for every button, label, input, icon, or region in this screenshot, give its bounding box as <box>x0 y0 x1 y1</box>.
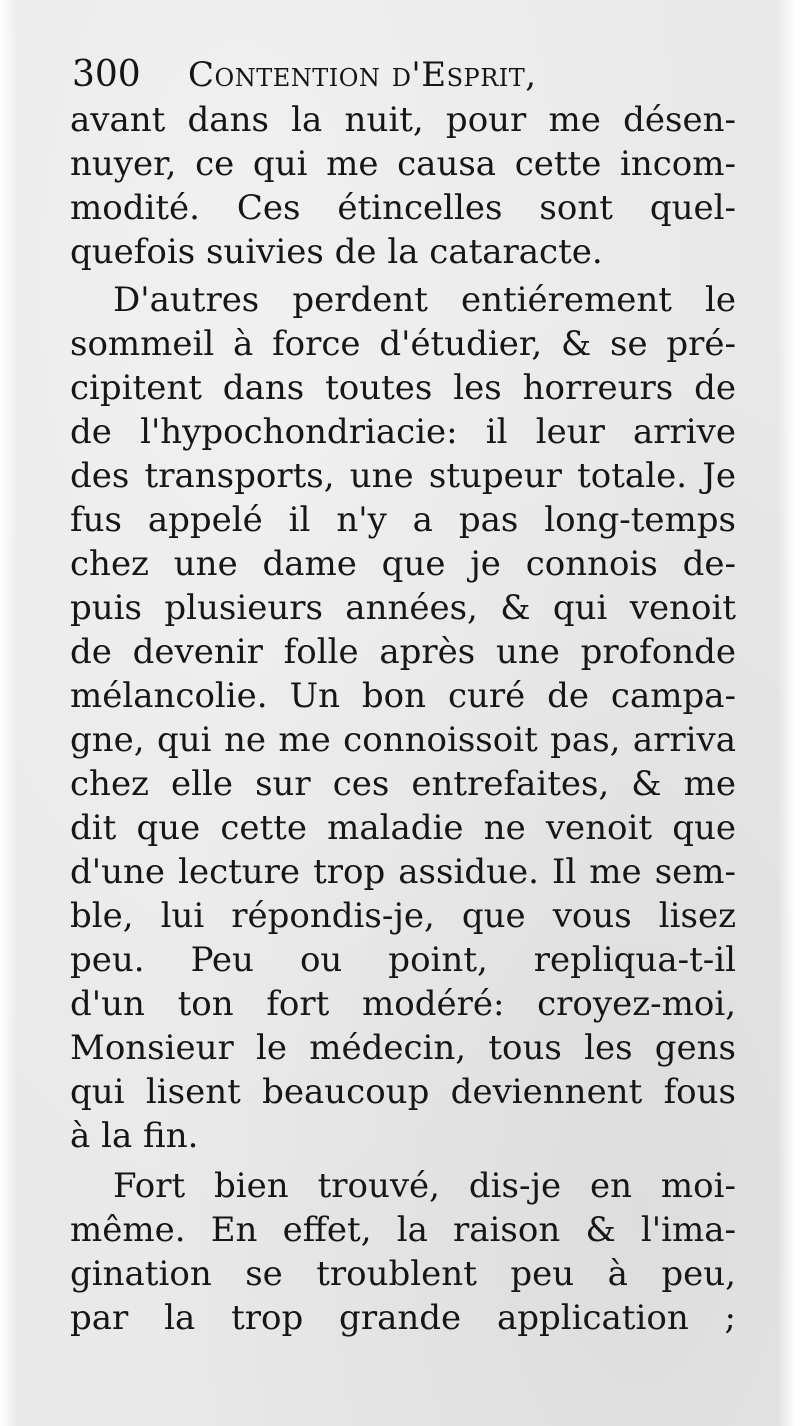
text-line: d'un ton fort modéré: croyez-moi, <box>70 984 736 1024</box>
text-line: quefois suivies de la cataracte. <box>70 232 603 272</box>
text-line: Monsieur le médecin, tous les gens <box>70 1028 736 1068</box>
text-line: avant dans la nuit, pour me désen- <box>70 100 736 140</box>
text-line: dit que cette maladie ne venoit que <box>70 808 736 848</box>
text-line: de l'hypochondriacie: il leur arrive <box>70 412 736 452</box>
page-edge-left <box>0 0 18 1426</box>
page-header <box>72 52 672 98</box>
text-line: par la trop grande application ; <box>70 1298 736 1338</box>
text-line: d'une lecture trop assidue. Il me sem- <box>70 852 736 892</box>
text-line: fus appelé il n'y a pas long-temps <box>70 500 736 540</box>
text-line: cipitent dans toutes les horreurs de <box>70 368 736 408</box>
text-line: mélancolie. Un bon curé de campa- <box>70 676 736 716</box>
text-line: gination se troublent peu à peu, <box>70 1254 736 1294</box>
text-line: des transports, une stupeur totale. Je <box>70 456 736 496</box>
text-line: chez elle sur ces entrefaites, & me <box>70 764 736 804</box>
paragraph-start-line: Fort bien trouvé, dis-je en moi- <box>113 1166 736 1206</box>
text-line: puis plusieurs années, & qui venoit <box>70 588 736 628</box>
text-line: ble, lui répondis-je, que vous lisez <box>70 896 736 936</box>
text-line: chez une dame que je connois de- <box>70 544 736 584</box>
text-line: même. En effet, la raison & l'ima- <box>70 1210 736 1250</box>
text-line: peu. Peu ou point, repliqua-t-il <box>70 940 736 980</box>
page-edge-right <box>778 0 800 1426</box>
text-line: nuyer, ce qui me causa cette incom- <box>70 144 736 184</box>
text-line: gne, qui ne me connoissoit pas, arriva <box>70 720 736 760</box>
text-line: qui lisent beaucoup deviennent fous <box>70 1072 736 1112</box>
text-line: à la fin. <box>70 1116 199 1156</box>
paragraph-start-line: D'autres perdent entiérement le <box>113 280 736 320</box>
running-title: Contention d'Esprit, <box>188 55 537 95</box>
page-number: 300 <box>72 54 141 95</box>
text-line: sommeil à force d'étudier, & se pré- <box>70 324 736 364</box>
text-line: modité. Ces étincelles sont quel- <box>70 188 736 228</box>
text-line: de devenir folle après une profonde <box>70 632 736 672</box>
